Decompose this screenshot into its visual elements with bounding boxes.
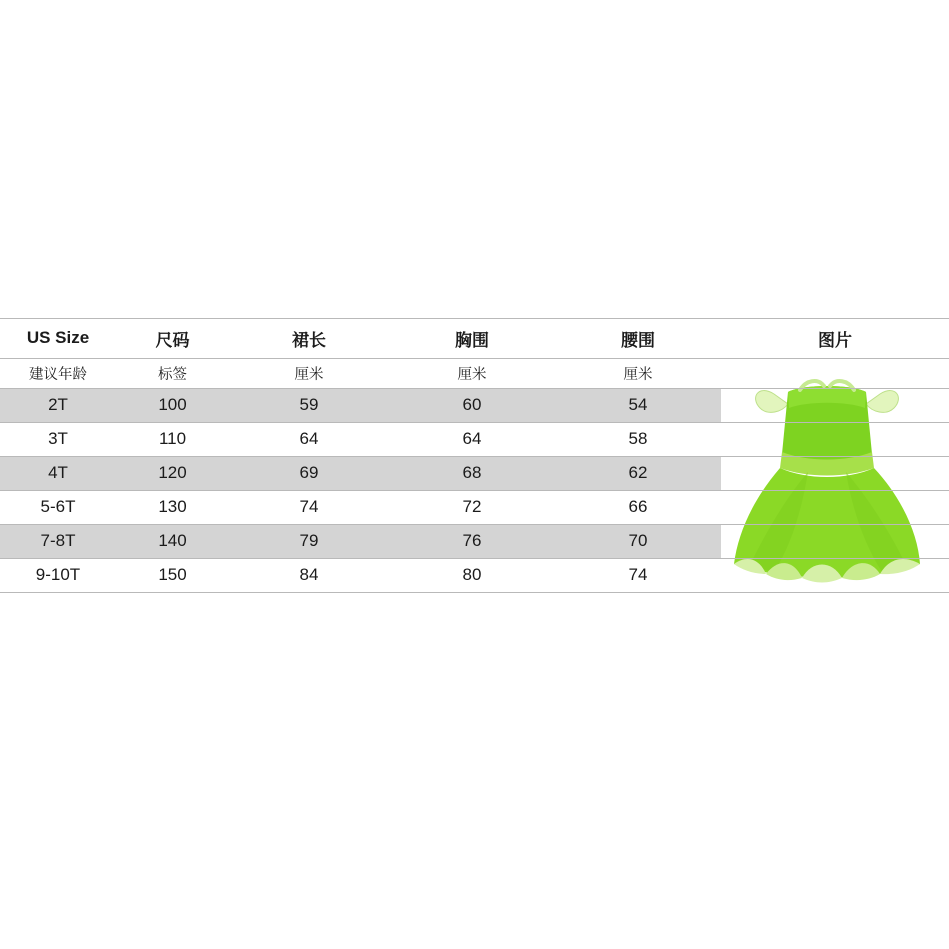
cell-tag-size: 100 bbox=[116, 388, 229, 422]
subheader-unit-waist: 厘米 bbox=[555, 358, 721, 388]
header-dress-length: 裙长 bbox=[229, 318, 389, 358]
table-header-row bbox=[0, 318, 949, 358]
cell-waist: 58 bbox=[555, 422, 721, 456]
size-chart-table bbox=[0, 318, 949, 592]
cell-dress-length: 59 bbox=[229, 388, 389, 422]
header-us-size: US Size bbox=[0, 318, 116, 358]
cell-waist: 54 bbox=[555, 388, 721, 422]
cell-tag-size: 120 bbox=[116, 456, 229, 490]
header-bust: 胸围 bbox=[389, 318, 555, 358]
header-tag-size: 尺码 bbox=[116, 318, 229, 358]
cell-waist: 70 bbox=[555, 524, 721, 558]
subheader-unit-bust: 厘米 bbox=[389, 358, 555, 388]
cell-tag-size: 110 bbox=[116, 422, 229, 456]
divider-row-5 bbox=[0, 558, 949, 559]
divider-bottom bbox=[0, 592, 949, 593]
cell-dress-length: 69 bbox=[229, 456, 389, 490]
header-image: 图片 bbox=[721, 318, 949, 358]
divider-row-3 bbox=[0, 490, 949, 491]
cell-us-size: 7-8T bbox=[0, 524, 116, 558]
divider-row-4 bbox=[0, 524, 949, 525]
product-image-cell bbox=[721, 358, 949, 592]
divider-row-2 bbox=[0, 456, 949, 457]
header-waist: 腰围 bbox=[555, 318, 721, 358]
divider-top bbox=[0, 318, 949, 319]
table-subheader-row bbox=[0, 358, 949, 388]
cell-us-size: 2T bbox=[0, 388, 116, 422]
cell-tag-size: 130 bbox=[116, 490, 229, 524]
cell-bust: 60 bbox=[389, 388, 555, 422]
cell-bust: 64 bbox=[389, 422, 555, 456]
cell-tag-size: 140 bbox=[116, 524, 229, 558]
size-chart-sheet bbox=[0, 318, 949, 592]
cell-bust: 80 bbox=[389, 558, 555, 592]
cell-dress-length: 84 bbox=[229, 558, 389, 592]
cell-waist: 66 bbox=[555, 490, 721, 524]
dress-svg bbox=[722, 368, 932, 593]
cell-us-size: 3T bbox=[0, 422, 116, 456]
cell-waist: 62 bbox=[555, 456, 721, 490]
cell-bust: 72 bbox=[389, 490, 555, 524]
cell-tag-size: 150 bbox=[116, 558, 229, 592]
divider-header bbox=[0, 358, 949, 359]
cell-dress-length: 79 bbox=[229, 524, 389, 558]
subheader-recommended-age: 建议年龄 bbox=[0, 358, 116, 388]
subheader-unit-length: 厘米 bbox=[229, 358, 389, 388]
cell-bust: 68 bbox=[389, 456, 555, 490]
cell-dress-length: 64 bbox=[229, 422, 389, 456]
cell-us-size: 9-10T bbox=[0, 558, 116, 592]
cell-dress-length: 74 bbox=[229, 490, 389, 524]
cell-waist: 74 bbox=[555, 558, 721, 592]
cell-us-size: 4T bbox=[0, 456, 116, 490]
divider-row-1 bbox=[0, 422, 949, 423]
divider-subheader bbox=[0, 388, 949, 389]
subheader-label: 标签 bbox=[116, 358, 229, 388]
cell-us-size: 5-6T bbox=[0, 490, 116, 524]
cell-bust: 76 bbox=[389, 524, 555, 558]
green-fairy-dress-illustration bbox=[722, 368, 932, 593]
